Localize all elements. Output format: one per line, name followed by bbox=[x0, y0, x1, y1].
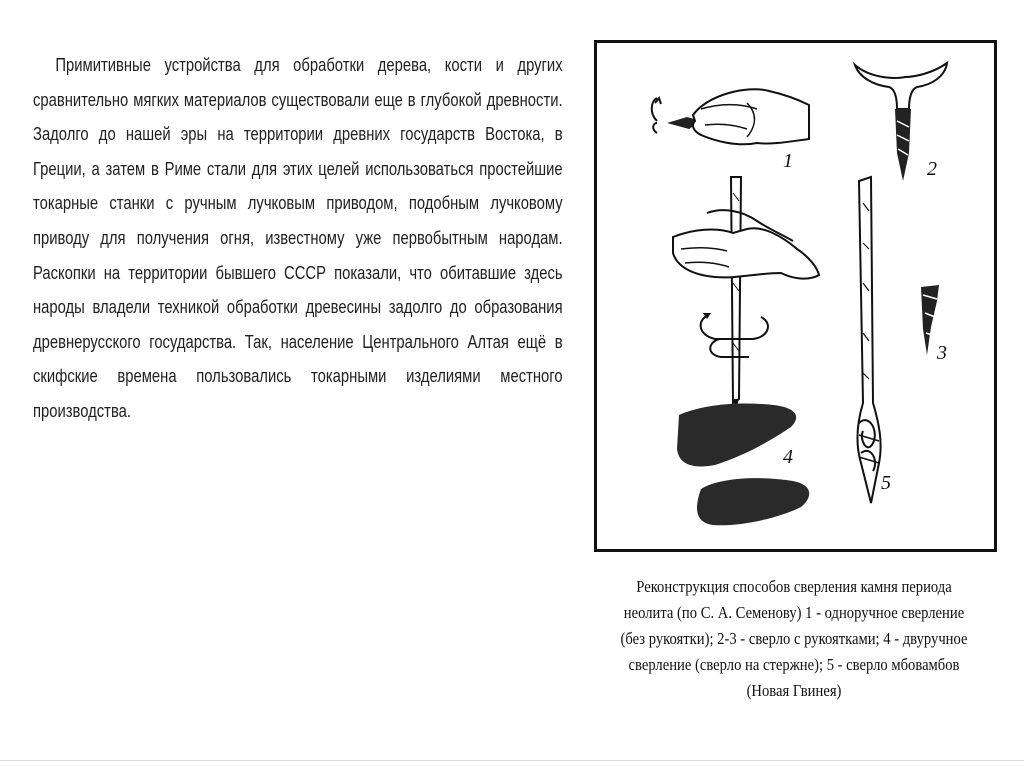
figure-number-2: 2 bbox=[927, 158, 937, 180]
t-handle-drill-2 bbox=[855, 63, 947, 181]
slide-bottom-edge bbox=[0, 760, 1024, 761]
illustration-drawing bbox=[597, 43, 994, 549]
figure-caption: Реконструкция способов сверления камня периода неолита (по С. А. Семенову) 1 - одноручное сверление (без рукоятки); 2-3 - сверло с рукоятками; 4 - двуручное сверление (сверло на стержне); 5 - сверло мбовамбов (Новая Гвинея) bbox=[620, 577, 968, 700]
figure-number-5: 5 bbox=[881, 472, 891, 494]
long-drill-5 bbox=[857, 177, 891, 503]
figure-number-4: 4 bbox=[783, 446, 793, 468]
figure-number-1: 1 bbox=[783, 150, 793, 172]
small-drill-3 bbox=[921, 285, 947, 364]
body-paragraph: Примитивные устройства для обработки дерева, кости и других сравнительно мягких материалов существовали еще в глубокой древности. Задолго до нашей эры на территории древних государств Востока, в Греции, а затем в Риме стали для этих целей использоваться простейшие токарные станки с ручным лучковым приводом, подобным лучковому приводу для получения огня, известному уже первобытным народам. Раскопки на территории бывшего СССР показали, что обитавшие здесь народы владели техникой обработки древесины задолго до образования древнерусского государства. Так, население Центрального Алтая ещё в скифские времена пользовались токарными изделиями местного производства. bbox=[33, 54, 563, 421]
drilling-illustration bbox=[594, 40, 997, 552]
figure-number-3: 3 bbox=[937, 342, 947, 364]
hand-drill-illustration-1 bbox=[652, 89, 809, 172]
two-hand-drill-illustration-4 bbox=[673, 177, 819, 525]
